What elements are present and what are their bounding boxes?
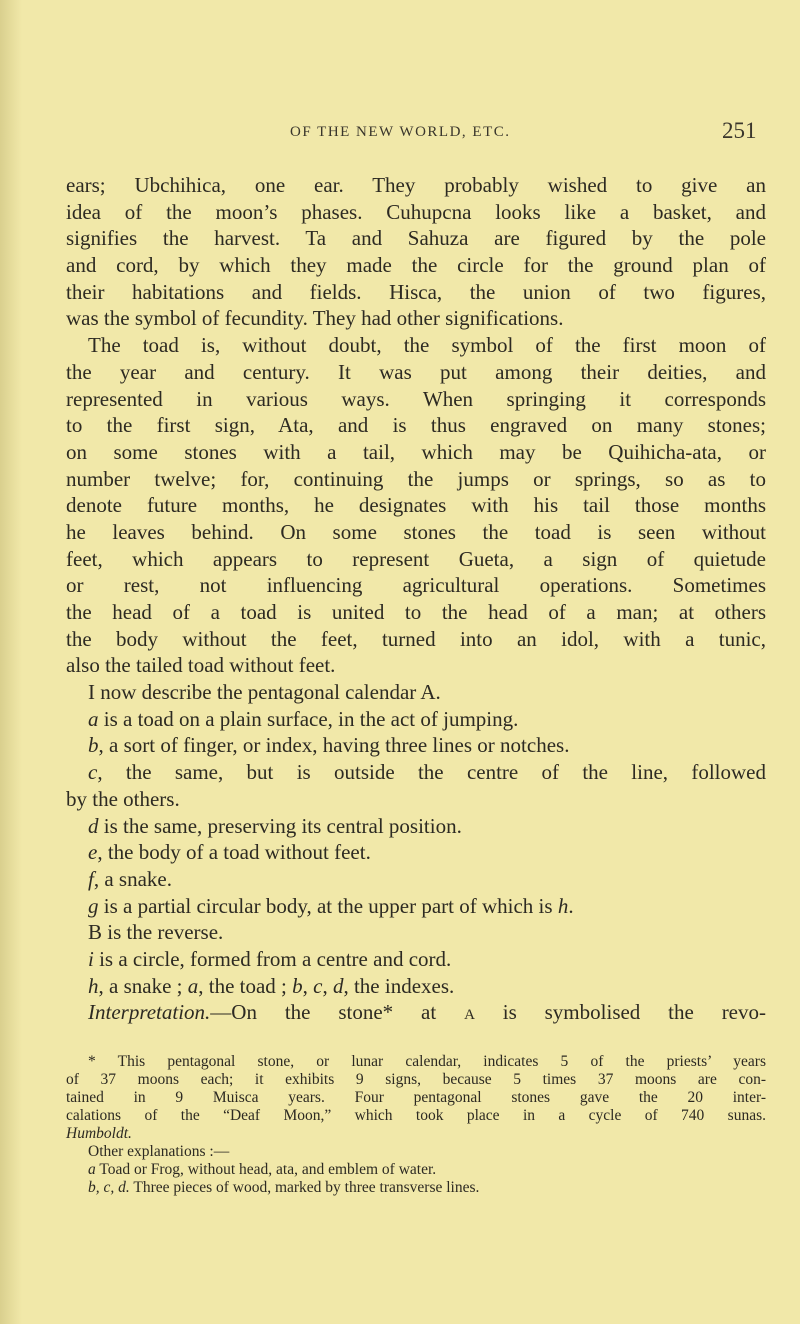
text-segment: , bbox=[322, 973, 333, 998]
text-segment: number twelve; for, continuing the jumps or springs, so as to bbox=[66, 466, 766, 491]
text-segment: Other explanations :— bbox=[88, 1143, 230, 1160]
text-line bbox=[66, 252, 766, 279]
text-line bbox=[66, 332, 766, 359]
text-line bbox=[66, 866, 766, 893]
text-segment: , a snake. bbox=[93, 866, 172, 891]
text-segment: is the same, preserving its central position. bbox=[98, 813, 462, 838]
text-segment: and cord, by which they made the circle for the ground plan of bbox=[66, 253, 766, 278]
text-segment: was the symbol of fecundity. They had other significations. bbox=[66, 306, 564, 331]
text-segment: signifies the harvest. Ta and Sahuza are figured by the pole bbox=[66, 226, 766, 251]
text-segment: is a partial circular body, at the upper part of which is bbox=[98, 893, 558, 918]
text-segment: Three pieces of wood, marked by three transverse lines. bbox=[129, 1179, 480, 1196]
italic-text: c bbox=[313, 973, 323, 998]
text-segment: their habitations and fields. Hisca, the union of two figures, bbox=[66, 279, 766, 304]
text-line bbox=[66, 225, 766, 252]
text-line bbox=[66, 439, 766, 466]
text-segment: , a sort of finger, or index, having three lines or notches. bbox=[98, 733, 570, 758]
text-segment: is symbolised the revo- bbox=[474, 1000, 766, 1025]
text-line bbox=[66, 706, 766, 733]
italic-text: f bbox=[88, 866, 94, 891]
italic-text: d bbox=[332, 973, 344, 998]
text-segment: B is the reverse. bbox=[88, 920, 224, 945]
text-segment: , the indexes. bbox=[343, 973, 455, 998]
text-segment: , the body of a toad without feet. bbox=[97, 840, 371, 865]
page-number: 251 bbox=[722, 118, 757, 143]
text-line bbox=[66, 492, 766, 519]
text-line bbox=[66, 572, 766, 599]
footnote-line bbox=[66, 1179, 766, 1197]
text-line bbox=[66, 279, 766, 306]
italic-text: h bbox=[88, 973, 99, 998]
footnote-line bbox=[66, 1107, 766, 1125]
italic-text: g bbox=[88, 893, 99, 918]
text-line bbox=[66, 172, 766, 199]
text-segment: to the first sign, Ata, and is thus engraved on many stones; bbox=[66, 413, 766, 438]
text-segment: the year and century. It was put among their deities, and bbox=[66, 359, 766, 384]
footnote bbox=[66, 1053, 766, 1197]
italic-text: e bbox=[88, 840, 98, 865]
italic-text: b bbox=[88, 733, 99, 758]
text-segment: is a toad on a plain surface, in the act of jumping. bbox=[98, 706, 519, 731]
text-segment: , bbox=[302, 973, 314, 998]
italic-text: a bbox=[88, 706, 99, 731]
text-segment: tained in 9 Muisca years. Four pentagonal stones gave the 20 inter- bbox=[66, 1089, 766, 1106]
text-segment: calations of the “Deaf Moon,” which took place in a cycle of 740 sunas. bbox=[66, 1107, 766, 1124]
text-line bbox=[66, 466, 766, 493]
italic-text: a bbox=[187, 973, 199, 998]
text-segment: of 37 moons each; it exhibits 9 signs, because 5 times 37 moons are con- bbox=[66, 1071, 766, 1088]
text-line bbox=[66, 546, 766, 573]
text-segment: idea of the moon’s phases. Cuhupcna looks like a basket, and bbox=[66, 199, 766, 224]
text-segment: . bbox=[568, 893, 574, 918]
text-segment: A bbox=[464, 1007, 475, 1024]
text-segment: ears; Ubchihica, one ear. They probably wished to give an bbox=[66, 173, 766, 197]
text-line bbox=[66, 973, 766, 1000]
text-line bbox=[66, 305, 766, 332]
italic-text: d bbox=[88, 813, 99, 838]
text-segment: feet, which appears to represent Gueta, a sign of quietude bbox=[66, 546, 766, 571]
text-line bbox=[66, 759, 766, 786]
text-line bbox=[66, 786, 766, 813]
text-line bbox=[66, 599, 766, 626]
page-gutter-shadow bbox=[0, 0, 22, 1324]
text-segment: I now describe the pentagonal calendar A. bbox=[88, 680, 441, 705]
text-segment: —On the stone* at bbox=[210, 1000, 465, 1025]
text-segment: the body without the feet, turned into an idol, with a tunic, bbox=[66, 626, 766, 651]
italic-text: h bbox=[557, 893, 569, 918]
italic-text: b, c, d. bbox=[88, 1179, 130, 1196]
text-line bbox=[66, 893, 766, 920]
footnote-line bbox=[66, 1053, 766, 1071]
footnote-line bbox=[66, 1143, 766, 1161]
italic-text: a bbox=[88, 1161, 96, 1178]
footnote-line bbox=[66, 1071, 766, 1089]
footnote-line bbox=[66, 1161, 766, 1179]
text-segment: represented in various ways. When springing it corresponds bbox=[66, 386, 766, 411]
footnote-line bbox=[66, 1089, 766, 1107]
text-segment: by the others. bbox=[66, 786, 180, 811]
italic-text: c bbox=[88, 760, 98, 785]
footnote-line bbox=[66, 1125, 766, 1143]
text-segment: the head of a toad is united to the head of a man; at others bbox=[66, 600, 766, 624]
text-segment: or rest, not influencing agricultural operations. Sometimes bbox=[66, 573, 766, 598]
text-line bbox=[66, 519, 766, 546]
text-line bbox=[66, 919, 766, 946]
text-line bbox=[66, 946, 766, 973]
running-head: OF THE NEW WORLD, ETC. bbox=[290, 124, 511, 140]
body-text bbox=[66, 172, 766, 1026]
text-segment: on some stones with a tail, which may be Quihicha-ata, or bbox=[66, 439, 766, 464]
text-segment: denote future months, he designates with his tail those months bbox=[66, 493, 766, 518]
text-line bbox=[66, 652, 766, 679]
text-segment: , the same, but is outside the centre of the line, followed bbox=[97, 760, 766, 785]
italic-text: Interpretation. bbox=[88, 1000, 211, 1025]
text-segment: also the tailed toad without feet. bbox=[66, 653, 336, 678]
text-segment: he leaves behind. On some stones the toad is seen without bbox=[66, 519, 766, 544]
text-line bbox=[66, 813, 766, 840]
text-line bbox=[66, 999, 766, 1026]
text-line bbox=[66, 199, 766, 226]
text-line bbox=[66, 679, 766, 706]
text-line bbox=[66, 412, 766, 439]
italic-text: i bbox=[88, 946, 94, 971]
text-line bbox=[66, 359, 766, 386]
text-segment: , the toad ; bbox=[198, 973, 293, 998]
text-line bbox=[66, 839, 766, 866]
text-line bbox=[66, 626, 766, 653]
text-segment: Toad or Frog, without head, ata, and emblem of water. bbox=[95, 1161, 437, 1178]
text-segment: * This pentagonal stone, or lunar calendar, indicates 5 of the priests’ years bbox=[88, 1053, 766, 1070]
italic-text: Humboldt. bbox=[66, 1125, 132, 1142]
text-segment: The toad is, without doubt, the symbol of the first moon of bbox=[88, 333, 766, 358]
text-segment: is a circle, formed from a centre and cord. bbox=[93, 946, 452, 971]
text-line bbox=[66, 732, 766, 759]
italic-text: b bbox=[292, 973, 303, 998]
text-segment: , a snake ; bbox=[98, 973, 188, 998]
text-line bbox=[66, 386, 766, 413]
